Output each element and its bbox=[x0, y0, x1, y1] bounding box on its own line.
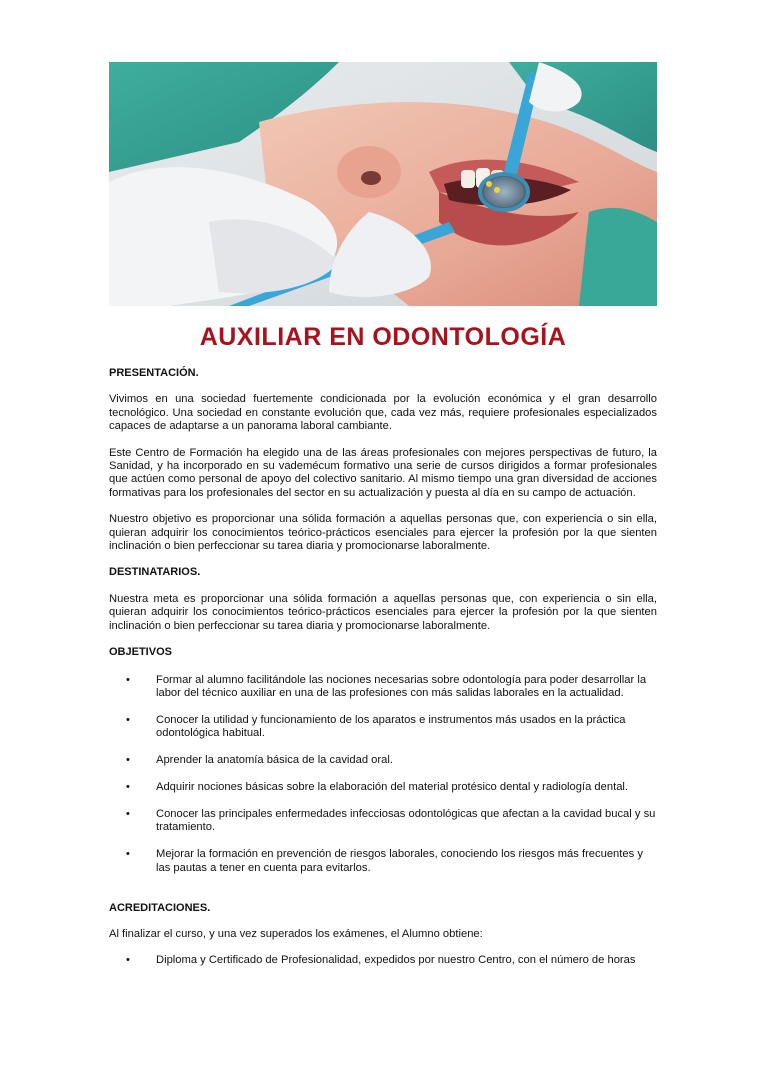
list-item: • Mejorar la formación en prevención de riesgos laborales, conociendo los riesgos más frecuentes y las pautas a tener en cuenta para evitarlos. bbox=[126, 848, 643, 874]
list-item: • Formar al alumno facilitándole las nociones necesarias sobre odontología para poder desarrollar la labor del técnico auxiliar en una de las profesiones con más salidas laborales en la actualidad. bbox=[126, 673, 647, 699]
page-title: AUXILIAR EN ODONTOLOGÍA bbox=[199, 323, 567, 351]
paragraph: Este Centro de Formación ha elegido una de las áreas profesionales con mejores perspectivas de futuro, la Sanidad, y ha incorporado en su vademécum formativo una serie de cursos dirigidos a formar profesionales que actúen como personal de apoyo del colectivo sanitario. Al mismo tiempo una gran diversidad de acciones formativas para los profesionales del sector en su actualización y puesta al día en su campo de actuación. bbox=[109, 446, 657, 499]
list-item: • Adquirir nociones básicas sobre la elaboración del material protésico dental y radiología dental. bbox=[126, 781, 629, 794]
section-heading-acreditaciones: ACREDITACIONES. bbox=[109, 901, 211, 914]
paragraph: Al finalizar el curso, y una vez superados los exámenes, el Alumno obtiene: bbox=[109, 927, 483, 940]
bullet-icon: • bbox=[126, 954, 130, 967]
list-item: • Conocer la utilidad y funcionamiento de los aparatos e instrumentos más usados en la práctica odontológica habitual. bbox=[126, 713, 626, 740]
paragraph: Nuestra meta es proporcionar una sólida formación a aquellas personas que, con experiencia o sin ella, quieran adquirir los conocimientos teórico-prácticos esenciales para ejercer la profesión por la que sienten inclinación o bien perfeccionar su tarea diaria y promocionarse laboralmente. bbox=[109, 592, 657, 632]
paragraph: Nuestro objetivo es proporcionar una sólida formación a aquellas personas que, con experiencia o sin ella, quieran adquirir los conocimientos teórico-prácticos esenciales para ejercer la profesión por la que sienten inclinación o bien perfeccionar su tarea diaria y promocionarse laboralmente. bbox=[109, 513, 657, 553]
bullet-icon: • bbox=[126, 848, 130, 861]
bullet-icon: • bbox=[126, 673, 130, 686]
dental-exam-photo bbox=[109, 62, 657, 306]
document-body bbox=[109, 367, 657, 981]
bullet-icon: • bbox=[126, 781, 130, 794]
section-heading-presentacion: PRESENTACIÓN. bbox=[109, 367, 199, 379]
bullet-icon: • bbox=[126, 754, 130, 767]
paragraph: Vivimos en una sociedad fuertemente condicionada por la evolución económica y el gran desarrollo tecnológico. Una sociedad en constante evolución que, cada vez más, requiere profesionales especializados capaces de adaptarse a un panorama laboral cambiante. bbox=[109, 393, 657, 433]
list-item: • Conocer las principales enfermedades infecciosas odontológicas que afectan a la cavidad bucal y su tratamiento. bbox=[126, 807, 656, 834]
list-item: • Aprender la anatomía básica de la cavidad oral. bbox=[126, 754, 393, 767]
list-item: • Diploma y Certificado de Profesionalidad, expedidos por nuestro Centro, con el número de horas bbox=[126, 954, 636, 967]
acreditaciones-list bbox=[109, 954, 657, 967]
section-heading-objetivos: OBJETIVOS bbox=[109, 646, 172, 659]
bullet-icon: • bbox=[126, 713, 130, 726]
bullet-icon: • bbox=[126, 807, 130, 820]
section-heading-destinatarios: DESTINATARIOS. bbox=[109, 566, 201, 579]
objetivos-list bbox=[109, 674, 657, 876]
